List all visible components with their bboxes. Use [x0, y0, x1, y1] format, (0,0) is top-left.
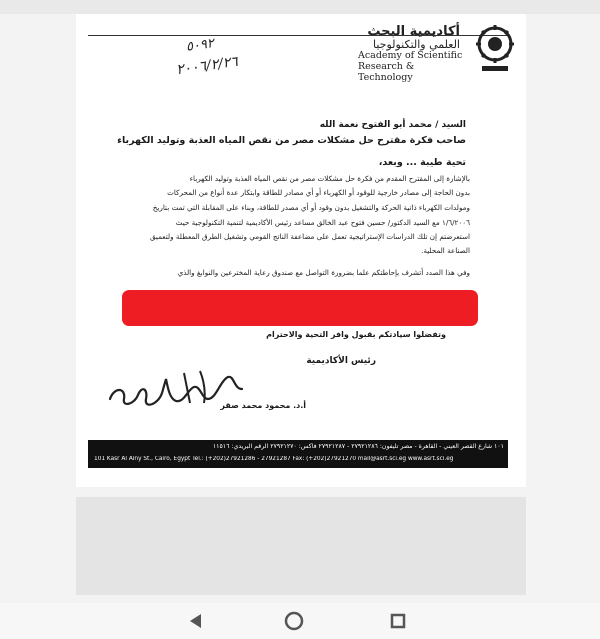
salutation: السيد / محمد أبو الفتوح نعمة الله	[319, 120, 466, 130]
body-line: بالإشارة إلى المقترح المقدم من فكرة حل مشكلات مصر من نقص المياه العذبة وتوليد الكهرباء	[189, 174, 470, 183]
redaction-block	[122, 290, 478, 326]
academy-name-en	[358, 50, 470, 83]
footer-address-ar: ١٠١ شارع القصر العيني - القاهرة - مصر تليفون: ٢٧٩٢١٢٨٦ - ٢٧٩٢١٢٨٧ فاكس: ٢٧٩٢١٢٧٠ الرقم البريدي: ١١٥١٦	[212, 443, 504, 450]
body-line: الصناعة المحلية.	[421, 246, 470, 255]
viewer-background-panel	[76, 497, 526, 595]
closing-line: وتفضلوا سيادتكم بقبول وافر التحية والاحترام	[266, 330, 446, 339]
home-circle-icon[interactable]	[281, 608, 307, 634]
signatory-name: أ.د. محمود محمد صقر	[220, 401, 306, 410]
academy-name-ar-2: العلمي والتكنولوجيا	[372, 38, 460, 51]
academy-name-en-1: Academy of Scientific	[358, 50, 463, 61]
footer-address-en: 101 Kasr Al Ainy St., Cairo, Egypt Tel.: (+202)27921286 - 27921287 Fax: (+202)27921270 mail@asrt.sci.eg www.asrt.sci.eg	[94, 456, 454, 462]
body-line: وفي هذا الصدد أتشرف بإحاطتكم علما بضرورة التواصل مع صندوق رعاية المخترعين والنوابغ والذي	[177, 268, 470, 277]
status-bar	[0, 0, 600, 14]
handwritten-date: ٢٠٠٦/٢/٢٦	[175, 53, 239, 79]
body-line: بدون الحاجة إلى مصادر خارجية للوقود أو الكهرباء أو أي مصادر للطاقة وابتكار عدة أنواع من المحركات	[167, 188, 470, 197]
subject-line: صاحب فكرة مقترح حل مشكلات مصر من نقص المياه العذبة وتوليد الكهرباء	[117, 135, 466, 146]
signatory-title: رئيس الأكاديمية	[306, 356, 376, 366]
greeting: تحية طيبة ... وبعد،	[378, 157, 466, 168]
academy-logo-icon	[468, 22, 522, 74]
academy-name-en-2: Research & Technology	[358, 61, 415, 83]
body-line: ١/٦/٢٠٠٦ مع السيد الدكتور/ حسين فتوح عبد الخالق مساعد رئيس الأكاديمية لتنمية التكنولوجية حيث	[175, 218, 470, 227]
recents-square-icon[interactable]	[385, 608, 411, 634]
academy-name-ar: أكاديمية البحث	[367, 24, 460, 39]
handwritten-ref-number: ٥٠٩٢	[185, 36, 215, 55]
document-page	[76, 14, 526, 487]
body-line: استعرضتم إن تلك الدراسات الإستراتيجية تعمل على مضاعفة الناتج القومي وتشغيل الطرق المعطلة ولتعميق	[149, 232, 470, 241]
body-line: ومولدات الكهرباء ذاتية الحركة والتشغيل بدون وقود أو أي مصدر للطاقة، وبناء على المقابلة التي تمت بتاريخ	[152, 203, 470, 212]
back-triangle-icon[interactable]	[183, 608, 209, 634]
